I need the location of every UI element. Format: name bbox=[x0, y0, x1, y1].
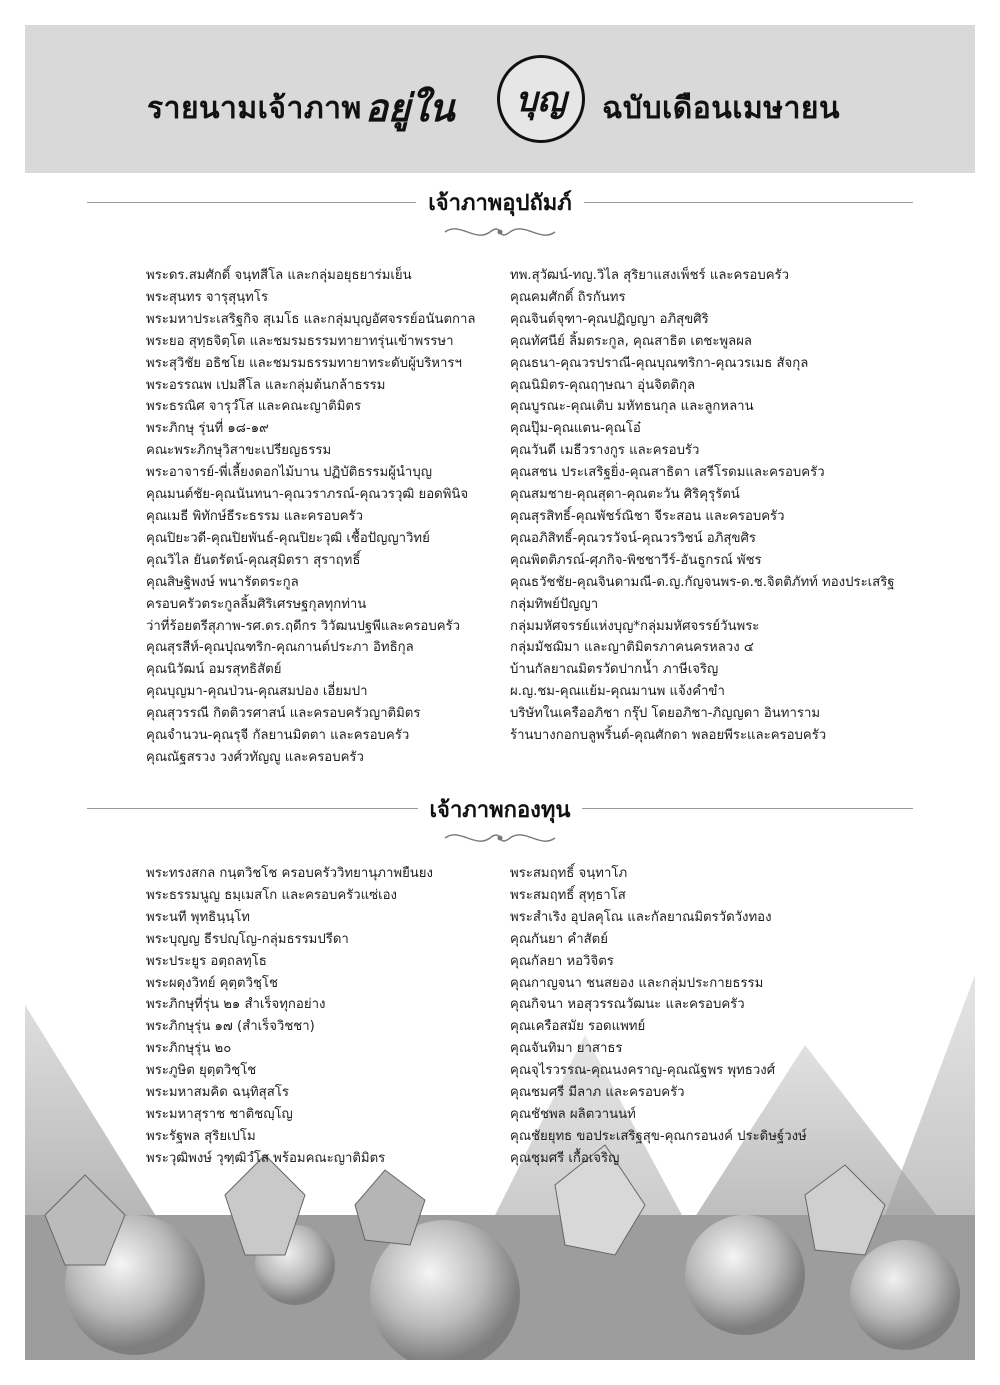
list-item: กลุ่มมัชฌิมา และญาติมิตรภาคนครหลวง ๔ bbox=[510, 640, 754, 656]
list-item: คุณสชน ประเสริฐยิ่ง-คุณสาธิตา เสรีโรดมและครอบครัว bbox=[510, 465, 825, 481]
list-item: คุณจำนวน-คุณรุจี กัลยานมิตตา และครอบครัว bbox=[146, 728, 410, 744]
list-item: คุณสุวรรณี กิตติวรศาสน์ และครอบครัวญาติมิตร bbox=[146, 706, 421, 722]
list-item: คุณชัชพล ผลิตวานนท์ bbox=[510, 1106, 636, 1122]
section2-left-list bbox=[146, 863, 433, 1170]
list-item: คุณกัลยา หอวิจิตร bbox=[510, 953, 614, 969]
list-item: คุณสมชาย-คุณสุดา-คุณตะวัน ศิริคุรุรัตน์ bbox=[510, 487, 740, 503]
list-item: คุณทัศนีย์ ลิ้มตระกูล, คุณสาธิต เตชะพูลผล bbox=[510, 333, 753, 349]
list-item: คุณจันทิมา ยาสาธร bbox=[510, 1041, 623, 1057]
list-item: พระสมฤทธิ์ จนฺทาโภ bbox=[510, 866, 628, 881]
list-item: ครอบครัวตระกูลลิ้มศิริเศรษฐกุลทุกท่าน bbox=[146, 596, 367, 612]
list-item: คุณสิษฐิพงษ์ พนารัตตระกูล bbox=[146, 574, 299, 590]
list-item: พระมหาประเสริฐกิจ สุเมโธ และกลุ่มบุญอัศจรรย์อนันตกาล bbox=[146, 311, 476, 327]
header-title-left: รายนามเจ้าภาพ bbox=[147, 91, 362, 126]
list-item: พระธรณิศ จารุวํโส และคณะญาติมิตร bbox=[146, 399, 362, 415]
list-item: คุณพิตติภรณ์-ศุภกิจ-พิชชาวีร์-อันธูกรณ์ พัชร bbox=[510, 552, 762, 568]
list-item: พระนที พุทธินฺนฺโท bbox=[146, 909, 250, 925]
list-item: พระรัฐพล สุริยเปโม bbox=[146, 1128, 256, 1144]
list-item: พระมหาสมคิด ฉนฺทิสุสโร bbox=[146, 1085, 289, 1101]
list-item: คุณเมธี พิทักษ์ธีระธรรม และครอบครัว bbox=[146, 508, 364, 524]
list-item: คุณกันยา คำสัตย์ bbox=[510, 931, 608, 947]
list-item: คุณชุมศรี เกื้อเจริญ bbox=[510, 1150, 620, 1166]
list-item: คุณจุไรวรรณ-คุณนงคราญ-คุณณัฐพร พุทธวงศ์ bbox=[510, 1063, 776, 1079]
list-item: พระผดุงวิทย์ คุตฺตวิชฺโช bbox=[146, 975, 278, 991]
list-item: คุณธวัชชัย-คุณจินดามณี-ด.ญ.กัญจนพร-ด.ช.จิตติภัทท์ ทองประเสริฐ bbox=[510, 574, 895, 590]
list-item: ผ.ญ.ชม-คุณแย้ม-คุณมานพ แจ้งคำขำ bbox=[510, 684, 725, 700]
list-item: คุณนิมิตร-คุณฤๅษณา อุ่นจิตติกุล bbox=[510, 377, 696, 393]
list-item: พระบุญญ ธีรปญฺโญ-กลุ่มธรรมปรีดา bbox=[146, 931, 349, 947]
list-item: พระภิกษุที่รุ่น ๒๑ สำเร็จทุกอย่าง bbox=[146, 997, 326, 1013]
list-item: พระสุวิชัย อธิชโย และชมรมธรรมทายาทระดับผู้บริหารฯ bbox=[146, 355, 462, 371]
list-item: พระสมฤทธิ์ สุทฺธาโส bbox=[510, 887, 626, 903]
section2-right-list bbox=[510, 863, 807, 1170]
logo-circle-text: บุญ bbox=[515, 80, 567, 120]
section1-left-list bbox=[146, 265, 476, 769]
list-item: กลุ่มมหัศจรรย์แห่งบุญ*กลุ่มมหัศจรรย์วันพระ bbox=[510, 618, 760, 634]
list-item: คุณคมศักดิ์ ถิรกันทร bbox=[510, 289, 626, 305]
list-item: คุณวันดี เมธีวรางกูร และครอบรัว bbox=[510, 443, 700, 459]
list-item: คุณณัฐสรวง วงศ์วทัญญู และครอบครัว bbox=[146, 749, 364, 765]
list-item: คุณกิจนา หอสุวรรณวัฒนะ และครอบครัว bbox=[510, 997, 745, 1013]
list-item: พระภิกษุรุ่น ๑๗ (สำเร็จวิชชา) bbox=[146, 1019, 315, 1035]
header-banner bbox=[25, 25, 975, 173]
list-item: คุณธนา-คุณวรปราณี-คุณบุณฑริกา-คุณวรเมธ สัจกุล bbox=[510, 355, 809, 371]
section2-title-text: เจ้าภาพกองทุน bbox=[418, 798, 583, 823]
logo-circle bbox=[497, 55, 585, 143]
list-item: พระภูษิต ยุตฺตวิชฺโช bbox=[146, 1063, 257, 1079]
list-item: กลุ่มทิพย์ปัญญา bbox=[510, 596, 599, 612]
list-item: พระภิกษุรุ่น ๒๐ bbox=[146, 1041, 232, 1057]
list-item: คุณมนต์ชัย-คุณนันทนา-คุณวราภรณ์-คุณวรวุฒิ ยอดพินิจ bbox=[146, 487, 469, 503]
list-item: พระประยูร อตฺถลทฺโธ bbox=[146, 953, 267, 969]
header-title-right: ฉบับเดือนเมษายน bbox=[602, 91, 841, 126]
list-item: พระธรรมนูญ ธมฺเมสโก และครอบครัวแซ่เอง bbox=[146, 887, 397, 903]
list-item: พระทรงสกล กนฺตวิชโช ครอบครัววิทยานุภาพยืนยง bbox=[146, 866, 433, 881]
list-item: ว่าที่ร้อยตรีสุภาพ-รศ.ดร.ฤดีกร วิวัฒนปฐพีและครอบครัว bbox=[146, 618, 461, 634]
list-item: ทพ.สุวัฒน์-ทญ.วิไล สุริยาแสงเพ็ชร์ และครอบครัว bbox=[510, 268, 789, 283]
list-item: คณะพระภิกษุวิสาขะเปรียญธรรม bbox=[146, 443, 332, 459]
list-item: คุณปุ๊ม-คุณแตน-คุณโอ๋ bbox=[510, 421, 641, 437]
list-item: คุณชมศรี มีลาภ และครอบครัว bbox=[510, 1085, 685, 1101]
section1-title bbox=[25, 185, 975, 220]
list-item: คุณบุญมา-คุณป่วน-คุณสมปอง เอี่ยมปา bbox=[146, 684, 368, 700]
list-item: พระดร.สมศักดิ์ จนฺทสีโล และกลุ่มอยุธยาร่มเย็น bbox=[146, 268, 412, 283]
list-item: พระสุนทร จารุสุนฺทโร bbox=[146, 289, 269, 305]
list-item: พระวุฒิพงษ์ วุฑฺฒิวํโส พร้อมคณะญาติมิตร bbox=[146, 1150, 386, 1166]
list-item: คุณเครือสมัย รอดแพทย์ bbox=[510, 1019, 646, 1035]
list-item: คุณสุรสิทธิ์-คุณพัชร์ณิชา จีระสอน และครอบครัว bbox=[510, 508, 785, 524]
list-item: คุณบูรณะ-คุณเติบ มหัทธนกุล และลูกหลาน bbox=[510, 399, 754, 415]
list-item: พระภิกษุ รุ่นที่ ๑๘-๑๙ bbox=[146, 421, 269, 437]
list-item: พระอรรณพ เปมสีโล และกลุ่มต้นกล้าธรรม bbox=[146, 377, 386, 393]
list-item: บ้านกัลยาณมิตรวัดปากน้ำ ภาษีเจริญ bbox=[510, 662, 719, 678]
list-item: พระมหาสุราช ชาติชญฺโญ bbox=[146, 1106, 293, 1122]
section1-title-text: เจ้าภาพอุปถัมภ์ bbox=[416, 191, 584, 216]
list-item: พระยอ สุทฺธจิตฺโต และชมรมธรรมทายาทรุ่นเข้าพรรษา bbox=[146, 333, 454, 349]
logo-word: อยู่ใน bbox=[365, 85, 455, 130]
list-item: คุณกาญจนา ชนสยอง และกลุ่มประกายธรรม bbox=[510, 975, 764, 991]
section1-flourish-icon bbox=[440, 221, 560, 243]
list-item: พระอาจารย์-พี่เลี้ยงดอกไม้บาน ปฏิบัติธรรมผู้นำบุญ bbox=[146, 465, 432, 481]
section1-right-list bbox=[510, 265, 895, 747]
list-item: คุณจินต์จุฑา-คุณปฏิญญา อภิสุขศิริ bbox=[510, 311, 709, 327]
list-item: คุณสุรสีห์-คุณปุณฑริก-คุณกานต์ประภา อิทธิกุล bbox=[146, 640, 414, 656]
list-item: คุณปิยะวดี-คุณปิยพันธ์-คุณปิยะวุฒิ เชื้อปัญญาวิทย์ bbox=[146, 530, 430, 546]
list-item: พระสำเริง อุปลคุโณ และกัลยาณมิตรวัดวังทอง bbox=[510, 909, 772, 925]
list-item: คุณนิวัฒน์ อมรสุทธิสัตย์ bbox=[146, 662, 282, 678]
page bbox=[25, 25, 975, 1360]
section2-title bbox=[25, 792, 975, 827]
list-item: บริษัทในเครืออภิชา กรุ๊ป โดยอภิชา-ภิญญดา อินทาราม bbox=[510, 706, 821, 722]
list-item: ร้านบางกอกบลูพริ้นต์-คุณศักดา พลอยพีระและครอบครัว bbox=[510, 728, 827, 744]
section2-flourish-icon bbox=[440, 827, 560, 849]
list-item: คุณวิไล ยันตรัตน์-คุณสุมิตรา สุราฤทธิ์ bbox=[146, 552, 361, 568]
list-item: คุณอภิสิทธิ์-คุณวรวัจน์-คุณวรวิชน์ อภิสุขศิร bbox=[510, 530, 756, 546]
list-item: คุณชัยยุทธ ขอประเสริฐสุข-คุณกรอนงค์ ประดิษฐ์วงษ์ bbox=[510, 1128, 807, 1144]
